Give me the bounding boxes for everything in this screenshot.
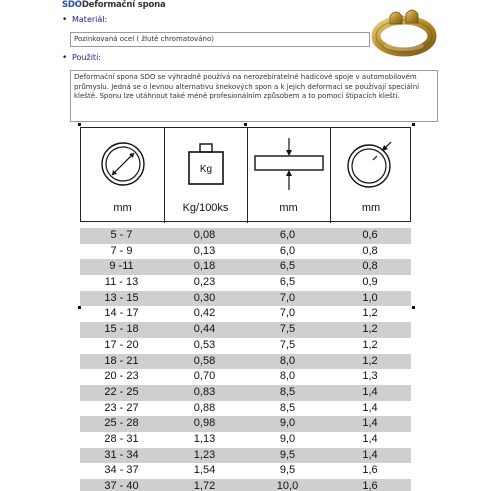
cell-thickness: 1,2 [362, 338, 378, 351]
table-row [80, 432, 411, 448]
cell-weight: 0,30 [193, 291, 216, 304]
cell-thickness: 1,4 [362, 432, 378, 445]
table-row [80, 401, 411, 417]
cell-thickness: 1,2 [362, 323, 378, 336]
cell-weight: 1,54 [193, 464, 216, 477]
table-row [80, 338, 411, 354]
cell-width: 8,0 [279, 370, 296, 383]
unit-diameter: mm [113, 202, 132, 214]
cell-thickness: 0,6 [362, 229, 378, 241]
cell-thickness: 1,2 [362, 307, 378, 320]
table-header-frame [80, 127, 411, 222]
weight-icon-label: Kg [199, 163, 212, 175]
cell-width: 7,5 [279, 323, 296, 336]
cell-diameter-range: 11 - 13 [104, 276, 139, 289]
cell-width: 7,0 [279, 307, 296, 320]
usage-label: Použití: [72, 53, 101, 62]
table-row [80, 463, 411, 479]
page-title [62, 0, 166, 10]
cell-thickness: 0,8 [362, 260, 378, 273]
cell-width: 6,5 [279, 260, 296, 273]
cell-weight: 0,83 [193, 385, 216, 398]
table-row [80, 228, 411, 244]
cell-width: 7,0 [279, 291, 296, 304]
cell-width: 8,5 [279, 385, 296, 398]
cell-thickness: 1,4 [362, 401, 378, 414]
cell-weight: 0,18 [193, 260, 216, 273]
cell-thickness: 0,8 [362, 244, 378, 257]
cell-thickness: 1,0 [362, 291, 378, 304]
cell-width: 6,5 [279, 276, 296, 289]
cell-weight: 1,23 [193, 448, 216, 461]
cell-thickness: 1,2 [362, 354, 378, 367]
cell-diameter-range: 9 -11 [109, 260, 134, 273]
cell-width: 8,0 [279, 354, 296, 367]
cell-thickness: 1,4 [362, 417, 378, 430]
cell-thickness: 0,9 [362, 276, 378, 289]
cell-weight: 0,53 [193, 338, 216, 351]
cell-thickness: 1,4 [362, 448, 378, 461]
cell-width: 9,5 [279, 448, 296, 461]
table-row [80, 385, 411, 401]
bullet-icon: • [62, 53, 68, 63]
cell-width: 6,0 [279, 229, 296, 241]
cell-diameter-range: 22 - 25 [104, 385, 139, 398]
product-code: SDO [62, 0, 82, 10]
table-row [80, 291, 411, 307]
table-row [80, 275, 411, 291]
cell-diameter-range: 37 - 40 [104, 480, 139, 491]
diameter-icon [81, 128, 164, 199]
unit-thickness: mm [361, 202, 381, 214]
cell-diameter-range: 31 - 34 [104, 448, 139, 461]
cell-width: 6,0 [279, 244, 296, 257]
table-row [80, 306, 411, 322]
usage-section [62, 53, 440, 63]
cell-width: 8,5 [279, 401, 296, 414]
cell-width: 9,5 [279, 464, 296, 477]
table-row [80, 322, 411, 338]
cell-thickness: 1,3 [362, 370, 378, 383]
cell-diameter-range: 14 - 17 [104, 307, 139, 320]
table-row [80, 479, 411, 491]
cell-diameter-range: 5 - 7 [110, 229, 133, 241]
cell-width: 7,5 [279, 338, 296, 351]
table-row [80, 244, 411, 260]
cell-weight: 0,13 [193, 244, 216, 257]
cell-weight: 0,88 [193, 401, 216, 414]
width-icon [247, 128, 330, 199]
cell-diameter-range: 13 - 15 [104, 291, 139, 304]
material-section [62, 15, 440, 25]
cell-width: 9,0 [279, 432, 296, 445]
clamp-product-image [368, 6, 440, 58]
corner-marker [412, 306, 415, 309]
cell-weight: 0,70 [193, 370, 216, 383]
unit-weight: Kg/100ks [182, 202, 229, 214]
cell-thickness: 1,6 [362, 480, 378, 491]
thickness-icon [330, 128, 412, 199]
cell-weight: 0,23 [193, 276, 216, 289]
cell-weight: 1,72 [193, 480, 216, 491]
corner-marker [412, 123, 415, 126]
cell-weight: 0,42 [193, 307, 216, 320]
table-row [80, 259, 411, 275]
cell-diameter-range: 20 - 23 [104, 370, 139, 383]
table-row [80, 416, 411, 432]
size-table [80, 127, 411, 491]
table-row [80, 354, 411, 370]
cell-thickness: 1,4 [362, 385, 378, 398]
cell-diameter-range: 18 - 21 [104, 354, 139, 367]
corner-marker [78, 123, 81, 126]
cell-width: 9,0 [279, 417, 296, 430]
bullet-icon: • [62, 15, 68, 25]
table-row [80, 369, 411, 385]
cell-weight: 1,13 [193, 432, 216, 445]
material-label: Materiál: [72, 15, 108, 24]
cell-diameter-range: 28 - 31 [104, 432, 139, 445]
product-name: Deformační spona [81, 0, 166, 10]
weight-icon [164, 128, 247, 199]
cell-diameter-range: 25 - 28 [104, 417, 139, 430]
cell-width: 10,0 [276, 480, 299, 491]
cell-weight: 0,58 [193, 354, 216, 367]
cell-diameter-range: 34 - 37 [104, 464, 139, 477]
table-row [80, 448, 411, 464]
cell-diameter-range: 23 - 27 [104, 401, 139, 414]
cell-diameter-range: 17 - 20 [104, 338, 139, 351]
unit-width: mm [279, 202, 298, 214]
table-body [80, 228, 411, 491]
material-value: Pozinkovaná ocel ( žlutě chromatováno) [70, 32, 370, 47]
corner-marker [78, 306, 81, 309]
corner-marker [244, 123, 247, 126]
usage-description: Deformační spona SDO se výhradně používá na nerozebíratelné hadicové spoje v automobilovém průmyslu. Jedná se o levnou alternativu šnekových spon a k jejich deformaci se používají speciální kleště. Sponu lze utáhnout také méně profesionálním způsobem a to pomocí štípacích kleští. [70, 70, 438, 122]
cell-thickness: 1,6 [362, 464, 378, 477]
cell-diameter-range: 7 - 9 [110, 244, 133, 257]
cell-weight: 0,98 [193, 417, 216, 430]
cell-weight: 0,44 [193, 323, 216, 336]
cell-weight: 0,08 [193, 229, 216, 241]
cell-diameter-range: 15 - 18 [104, 323, 139, 336]
